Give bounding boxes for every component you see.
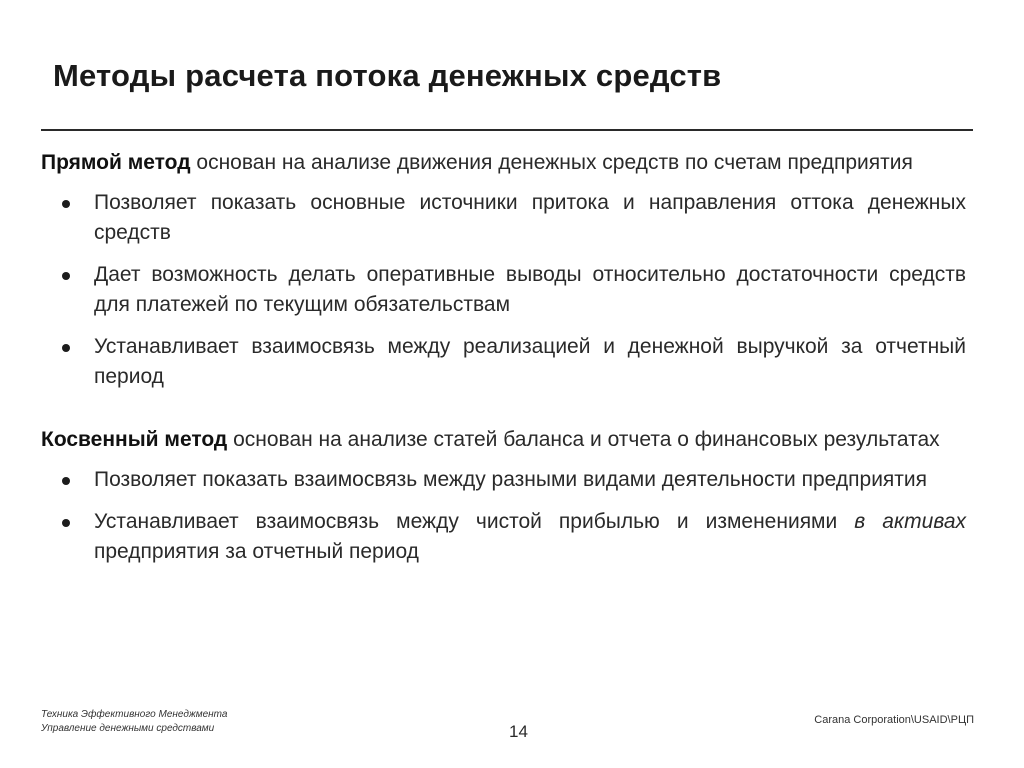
indirect-method-paragraph [41,425,966,455]
list-item-text-start: Устанавливает взаимосвязь между чистой прибылью и изменениями [94,510,855,533]
list-item-text: Позволяет показать основные источники притока и направления оттока денежных средств [94,191,966,244]
footer-course-subtitle: Управление денежными средствами [41,723,215,734]
footer-course-info [41,708,227,736]
list-item [41,465,966,495]
list-item-text: Позволяет показать взаимосвязь между разными видами деятельности предприятия [94,468,928,491]
direct-method-description: основан на анализе движения денежных средств по счетам предприятия [190,151,913,174]
footer-organization: Carana Corporation\USAID\РЦП [814,714,974,726]
slide-content [41,148,966,579]
list-item [41,332,966,392]
list-item-text: Устанавливает взаимосвязь между реализацией и денежной выручкой за отчетный период [94,335,966,388]
direct-method-paragraph [41,148,966,178]
list-item [41,260,966,320]
direct-method-list [41,188,966,392]
page-title: Методы расчета потока денежных средств [53,58,722,93]
footer-course-title: Техника Эффективного Менеджмента [41,709,228,720]
indirect-method-description: основан на анализе статей баланса и отчета о финансовых результатах [227,428,940,451]
indirect-method-list [41,465,966,567]
bullet-icon [62,200,70,208]
bullet-icon [62,519,70,527]
page-number: 14 [509,722,528,741]
title-divider [41,129,973,131]
list-item-text-end: предприятия за отчетный период [94,540,419,563]
direct-method-term: Прямой метод [41,151,191,174]
list-item-text-italic: в активах [854,510,966,533]
list-item-text: Дает возможность делать оперативные выводы относительно достаточности средств для платежей по текущим обязательствам [94,263,966,316]
indirect-method-term: Косвенный метод [41,428,228,451]
bullet-icon [62,477,70,485]
list-item [41,507,966,567]
bullet-icon [62,272,70,280]
bullet-icon [62,344,70,352]
list-item [41,188,966,248]
